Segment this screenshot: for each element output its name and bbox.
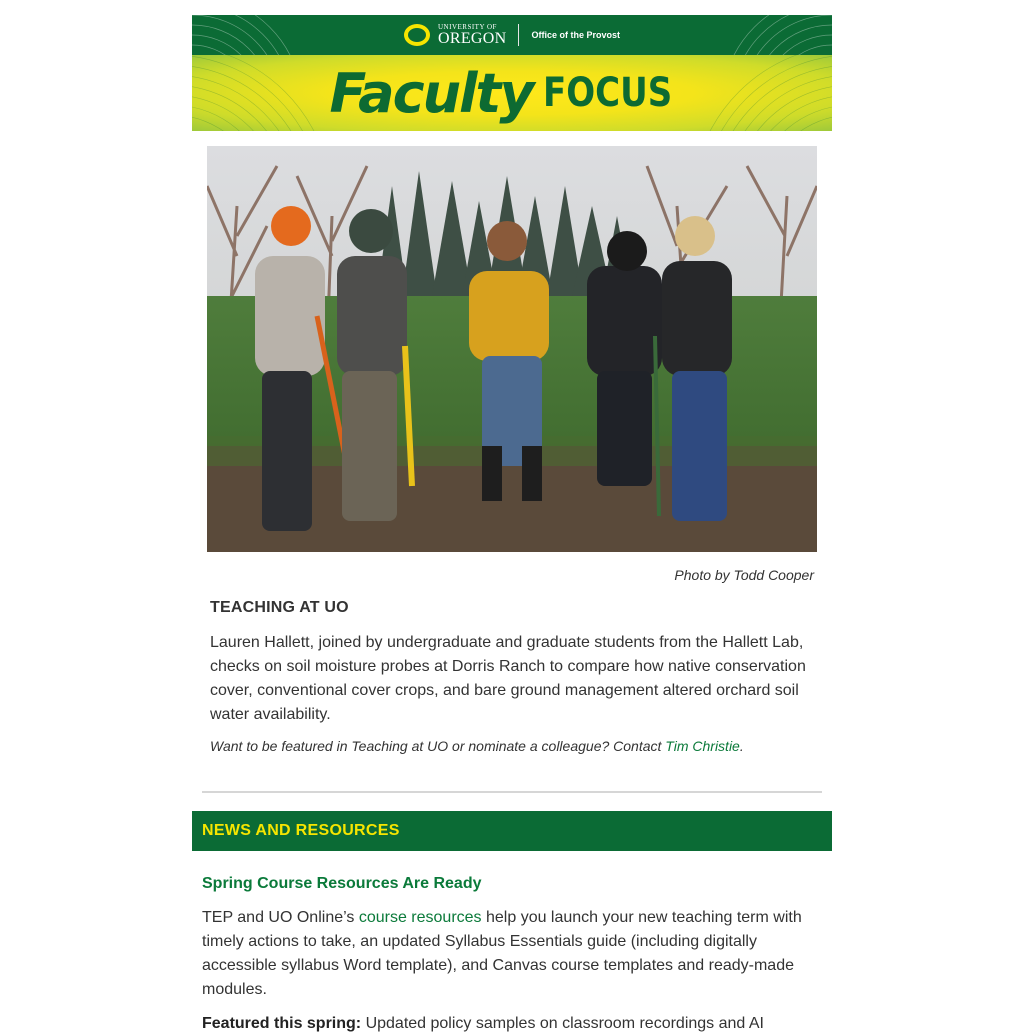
teaching-section-heading: TEACHING AT UO	[210, 599, 349, 616]
photo-caption: Photo by Todd Cooper	[674, 567, 814, 583]
tim-christie-link[interactable]: Tim Christie	[665, 738, 740, 754]
feature-nomination-note	[210, 738, 810, 754]
logo-divider	[518, 24, 519, 46]
note-prefix: Want to be featured in Teaching at UO or nominate a colleague? Contact	[210, 738, 666, 754]
res-suffix: help you launch your new teaching term with timely actions to take, an updated Syllabus Essentials guide (including digitally accessible syllabus Word template), and Canvas course templates and ready-made modules.	[202, 909, 802, 998]
newsletter	[192, 15, 832, 1032]
decorative-arcs-right	[672, 15, 832, 55]
office-name: Office of the Provost	[531, 30, 620, 40]
news-section-bar	[192, 811, 832, 851]
teaching-body: Lauren Hallett, joined by undergraduate and graduate students from the Hallett Lab, checks on soil moisture probes at Dorris Ranch to compare how native conservation cover, conventional cover crops, and bare ground management altered orchard soil water availability.	[210, 634, 806, 723]
course-resources-link[interactable]: course resources	[358, 909, 482, 926]
uo-logo[interactable]	[404, 24, 620, 47]
res-prefix: TEP and UO Online’s	[202, 909, 359, 926]
newsletter-title-focus: FOCUS	[542, 70, 672, 116]
oregon-text: OREGON	[438, 29, 507, 47]
university-of-text: UNIVERSITY OF	[438, 22, 497, 31]
decorative-arcs-left	[192, 15, 352, 55]
note-suffix: .	[739, 738, 744, 754]
header-top-strip	[192, 15, 832, 55]
o-logo-icon	[404, 24, 430, 46]
uo-wordmark	[438, 24, 506, 47]
featured-label: Featured this spring:	[202, 1015, 362, 1032]
featured-text: Updated policy samples on classroom recordings and AI	[361, 1015, 764, 1032]
feature-photo[interactable]	[207, 146, 817, 552]
faculty-focus-banner	[192, 55, 832, 131]
spring-resources-title[interactable]: Spring Course Resources Are Ready	[202, 875, 482, 892]
newsletter-title-faculty: Faculty	[329, 61, 533, 125]
featured-this-spring	[202, 1012, 822, 1036]
spring-resources-body	[202, 906, 802, 1002]
news-section-heading: NEWS AND RESOURCES	[202, 822, 400, 839]
section-divider	[202, 791, 822, 793]
orchard-photo-illustration	[207, 146, 817, 552]
